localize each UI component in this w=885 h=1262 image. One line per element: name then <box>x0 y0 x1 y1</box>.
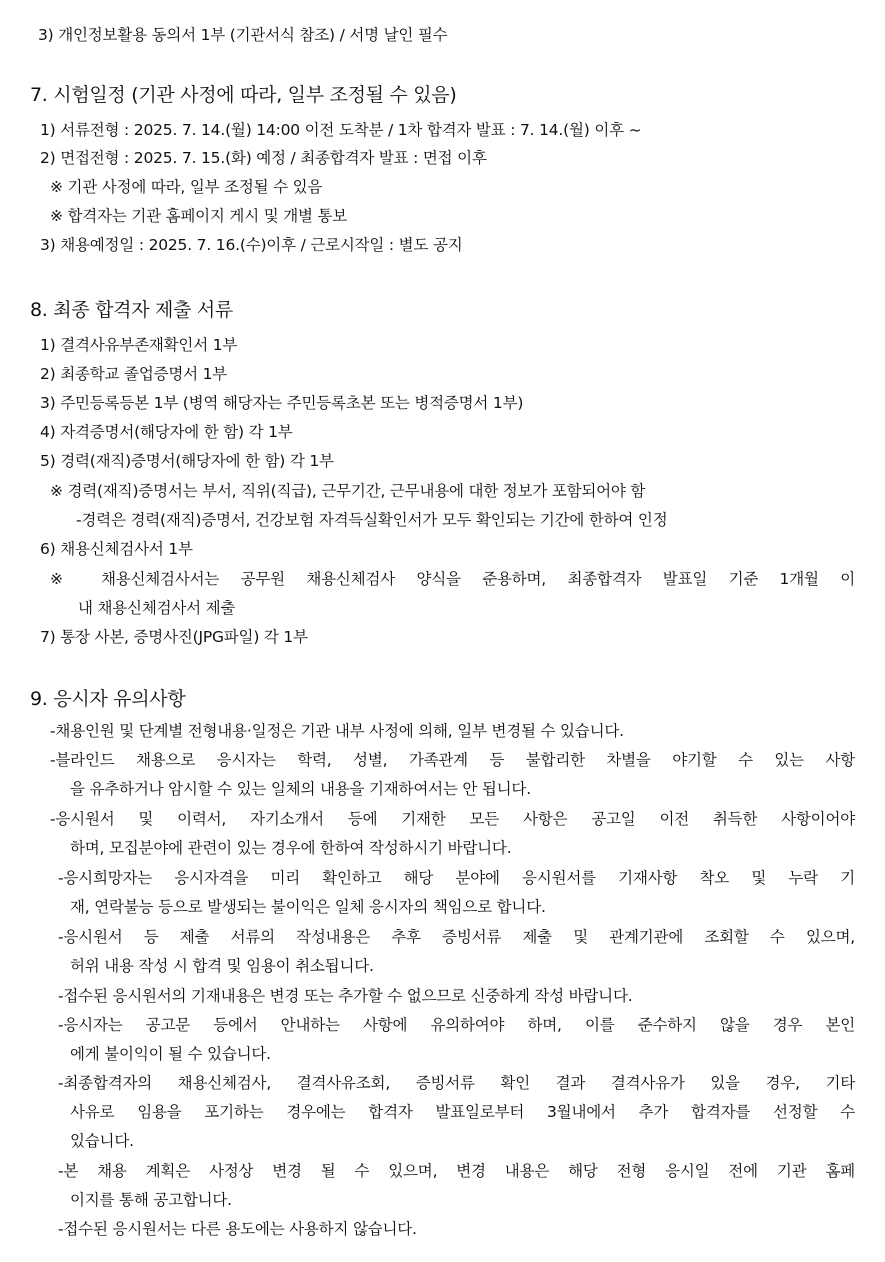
notice-item-continued: 허위 내용 작성 시 합격 및 임용이 취소됩니다. <box>70 957 374 975</box>
document-item: 3) 주민등록등본 1부 (병역 해당자는 주민등록초본 또는 병적증명서 1부) <box>40 394 524 412</box>
document-item: 2) 최종학교 졸업증명서 1부 <box>40 365 228 383</box>
schedule-item: 2) 면접전형 : 2025. 7. 15.(화) 예정 / 최종합격자 발표 : 면접 이후 <box>40 149 487 167</box>
schedule-item: 1) 서류전형 : 2025. 7. 14.(월) 14:00 이전 도착분 / 1차 합격자 발표 : 7. 14.(월) 이후 ~ <box>40 121 642 139</box>
schedule-item: 3) 채용예정일 : 2025. 7. 16.(수)이후 / 근로시작일 : 별도 공지 <box>40 236 463 254</box>
notice-item: -응시자는 공고문 등에서 안내하는 사항에 유의하여야 하며, 이를 준수하지 않을 경우 본인 <box>58 1016 855 1034</box>
notice-item: -접수된 응시원서의 기재내용은 변경 또는 추가할 수 없으므로 신중하게 작성 바랍니다. <box>58 987 633 1005</box>
notice-item: -본 채용 계획은 사정상 변경 될 수 있으며, 변경 내용은 해당 전형 응시일 전에 기관 홈페 <box>58 1162 855 1180</box>
notice-item-continued: 에게 불이익이 될 수 있습니다. <box>70 1045 271 1063</box>
schedule-note: ※ 합격자는 기관 홈페이지 게시 및 개별 통보 <box>50 207 348 225</box>
notice-item: -채용인원 및 단계별 전형내용·일정은 기관 내부 사정에 의해, 일부 변경될 수 있습니다. <box>50 722 624 740</box>
notice-item: -접수된 응시원서는 다른 용도에는 사용하지 않습니다. <box>58 1220 417 1238</box>
notice-item: -응시희망자는 응시자격을 미리 확인하고 해당 분야에 응시원서를 기재사항 착오 및 누락 기 <box>58 869 855 887</box>
notice-item-continued: 하며, 모집분야에 관련이 있는 경우에 한하여 작성하시기 바랍니다. <box>70 839 512 857</box>
document-item: 4) 자격증명서(해당자에 한 함) 각 1부 <box>40 423 293 441</box>
notice-item-continued: 이지를 통해 공고합니다. <box>70 1191 232 1209</box>
notice-item-continued: 을 유추하거나 암시할 수 있는 일체의 내용을 기재하여서는 안 됩니다. <box>70 780 531 798</box>
document-item: 7) 통장 사본, 증명사진(JPG파일) 각 1부 <box>40 628 308 646</box>
notice-item: -응시원서 등 제출 서류의 작성내용은 추후 증빙서류 제출 및 관계기관에 조회할 수 있으며, <box>58 928 855 946</box>
section-9-heading: 9. 응시자 유의사항 <box>30 688 186 710</box>
notice-item: -블라인드 채용으로 응시자는 학력, 성별, 가족관계 등 불합리한 차별을 야기할 수 있는 사항 <box>50 751 855 769</box>
document-item: 5) 경력(재직)증명서(해당자에 한 함) 각 1부 <box>40 452 334 470</box>
document-item: 6) 채용신체검사서 1부 <box>40 540 193 558</box>
section-8-heading: 8. 최종 합격자 제출 서류 <box>30 299 233 321</box>
notice-item-continued: 재, 연락불능 등으로 발생되는 불이익은 일체 응시자의 책임으로 합니다. <box>70 898 546 916</box>
document-note: ※ 경력(재직)증명서는 부서, 직위(직급), 근무기간, 근무내용에 대한 정보가 포함되어야 함 <box>50 482 646 500</box>
notice-item: -최종합격자의 채용신체검사, 결격사유조회, 증빙서류 확인 결과 결격사유가 있을 경우, 기타 <box>58 1074 855 1092</box>
document-note-continued: 내 채용신체검사서 제출 <box>78 599 236 617</box>
document-note: ※ 채용신체검사서는 공무원 채용신체검사 양식을 준용하며, 최종합격자 발표일 기준 1개월 이 <box>50 570 855 588</box>
schedule-note: ※ 기관 사정에 따라, 일부 조정될 수 있음 <box>50 178 323 196</box>
document-item: 1) 결격사유부존재확인서 1부 <box>40 336 238 354</box>
document-note-sub: -경력은 경력(재직)증명서, 건강보험 자격득실확인서가 모두 확인되는 기간에 한하여 인정 <box>76 511 668 529</box>
notice-item-continued: 사유로 임용을 포기하는 경우에는 합격자 발표일로부터 3월내에서 추가 합격자를 선정할 수 <box>70 1103 855 1121</box>
notice-item-continued: 있습니다. <box>70 1132 134 1150</box>
section-7-heading: 7. 시험일정 (기관 사정에 따라, 일부 조정될 수 있음) <box>30 84 457 106</box>
prev-section-item: 3) 개인정보활용 동의서 1부 (기관서식 참조) / 서명 날인 필수 <box>38 26 448 44</box>
notice-item: -응시원서 및 이력서, 자기소개서 등에 기재한 모든 사항은 공고일 이전 취득한 사항이어야 <box>50 810 855 828</box>
